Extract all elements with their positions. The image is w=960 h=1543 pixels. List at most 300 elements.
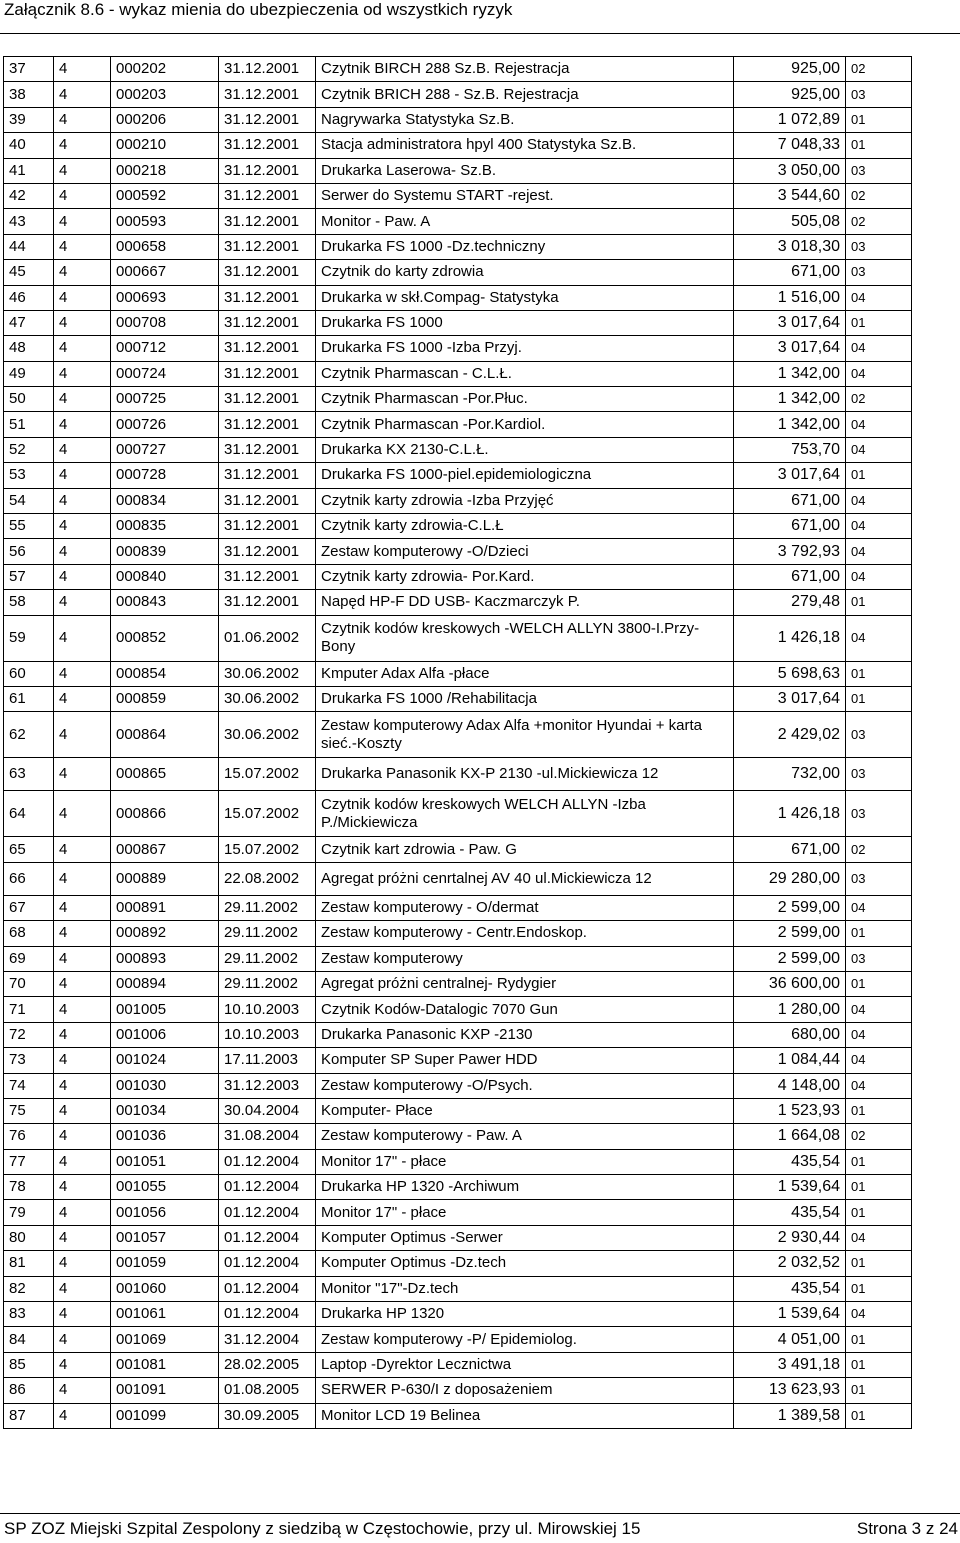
row-number: 66 (4, 862, 54, 895)
row-number: 63 (4, 758, 54, 791)
table-row (4, 1175, 912, 1200)
item-value: 36 600,00 (734, 971, 846, 996)
group-code: 4 (54, 895, 111, 920)
item-name: Drukarka KX 2130-C.L.Ł. (316, 437, 734, 462)
item-value: 3 018,30 (734, 234, 846, 259)
item-value: 1 280,00 (734, 997, 846, 1022)
inventory-table-body (4, 57, 912, 1429)
category-code: 04 (846, 997, 912, 1022)
category-code: 04 (846, 488, 912, 513)
group-code: 4 (54, 1149, 111, 1174)
row-number: 60 (4, 661, 54, 686)
acquisition-date: 29.11.2002 (219, 921, 316, 946)
table-row (4, 971, 912, 996)
inventory-number: 000889 (111, 862, 219, 895)
item-name: Drukarka Panasonic KXP -2130 (316, 1022, 734, 1047)
category-code: 01 (846, 107, 912, 132)
item-value: 435,54 (734, 1149, 846, 1174)
table-row (4, 791, 912, 837)
item-value: 925,00 (734, 57, 846, 82)
group-code: 4 (54, 412, 111, 437)
acquisition-date: 31.12.2001 (219, 158, 316, 183)
page-title: Załącznik 8.6 - wykaz mienia do ubezpieczenia od wszystkich ryzyk (4, 0, 513, 19)
item-name: Monitor - Paw. A (316, 209, 734, 234)
row-number: 87 (4, 1403, 54, 1428)
row-number: 50 (4, 387, 54, 412)
item-value: 1 426,18 (734, 615, 846, 661)
row-number: 58 (4, 590, 54, 615)
inventory-number: 000726 (111, 412, 219, 437)
acquisition-date: 15.07.2002 (219, 837, 316, 862)
acquisition-date: 31.12.2001 (219, 590, 316, 615)
group-code: 4 (54, 158, 111, 183)
item-name: Agregat próżni cenrtalnej AV 40 ul.Mickiewicza 12 (316, 862, 734, 895)
row-number: 57 (4, 564, 54, 589)
inventory-number: 000725 (111, 387, 219, 412)
footer-institution: SP ZOZ Miejski Szpital Zespolony z siedzibą w Częstochowie, przy ul. Mirowskiej 15 (4, 1519, 641, 1538)
row-number: 71 (4, 997, 54, 1022)
category-code: 02 (846, 1124, 912, 1149)
acquisition-date: 31.12.2001 (219, 260, 316, 285)
table-row (4, 412, 912, 437)
item-name: Agregat próżni centralnej- Rydygier (316, 971, 734, 996)
item-name: Kmputer Adax Alfa -płace (316, 661, 734, 686)
category-code: 03 (846, 712, 912, 758)
inventory-number: 000712 (111, 336, 219, 361)
row-number: 62 (4, 712, 54, 758)
category-code: 01 (846, 310, 912, 335)
item-value: 1 426,18 (734, 791, 846, 837)
group-code: 4 (54, 1048, 111, 1073)
inventory-number: 000843 (111, 590, 219, 615)
table-row (4, 387, 912, 412)
inventory-number: 001034 (111, 1098, 219, 1123)
inventory-number: 000835 (111, 514, 219, 539)
category-code: 03 (846, 260, 912, 285)
inventory-number: 001081 (111, 1352, 219, 1377)
item-name: Czytnik kart zdrowia - Paw. G (316, 837, 734, 862)
row-number: 76 (4, 1124, 54, 1149)
inventory-number: 001005 (111, 997, 219, 1022)
item-value: 1 516,00 (734, 285, 846, 310)
acquisition-date: 31.12.2001 (219, 539, 316, 564)
category-code: 04 (846, 1048, 912, 1073)
inventory-number: 001006 (111, 1022, 219, 1047)
row-number: 69 (4, 946, 54, 971)
group-code: 4 (54, 1327, 111, 1352)
table-row (4, 158, 912, 183)
header-divider (0, 33, 960, 34)
group-code: 4 (54, 712, 111, 758)
inventory-number: 000728 (111, 463, 219, 488)
category-code: 01 (846, 1327, 912, 1352)
category-code: 04 (846, 412, 912, 437)
item-name: Drukarka w skł.Compag- Statystyka (316, 285, 734, 310)
inventory-number: 000708 (111, 310, 219, 335)
item-value: 1 342,00 (734, 387, 846, 412)
item-value: 2 032,52 (734, 1251, 846, 1276)
acquisition-date: 31.12.2001 (219, 437, 316, 462)
item-value: 3 491,18 (734, 1352, 846, 1377)
category-code: 04 (846, 514, 912, 539)
group-code: 4 (54, 183, 111, 208)
row-number: 81 (4, 1251, 54, 1276)
item-value: 2 930,44 (734, 1225, 846, 1250)
inventory-number: 000840 (111, 564, 219, 589)
item-value: 7 048,33 (734, 133, 846, 158)
item-value: 671,00 (734, 564, 846, 589)
group-code: 4 (54, 437, 111, 462)
group-code: 4 (54, 1175, 111, 1200)
item-value: 1 523,93 (734, 1098, 846, 1123)
table-row (4, 107, 912, 132)
item-name: Czytnik Kodów-Datalogic 7070 Gun (316, 997, 734, 1022)
inventory-number: 000727 (111, 437, 219, 462)
table-row (4, 946, 912, 971)
group-code: 4 (54, 1098, 111, 1123)
table-row (4, 361, 912, 386)
acquisition-date: 30.06.2002 (219, 661, 316, 686)
item-name: Zestaw komputerowy -O/Psych. (316, 1073, 734, 1098)
category-code: 04 (846, 615, 912, 661)
item-name: Zestaw komputerowy Adax Alfa +monitor Hyundai + karta sieć.-Koszty (316, 712, 734, 758)
acquisition-date: 15.07.2002 (219, 758, 316, 791)
category-code: 01 (846, 1175, 912, 1200)
category-code: 04 (846, 539, 912, 564)
inventory-number: 001030 (111, 1073, 219, 1098)
item-name: Czytnik Pharmascan - C.L.Ł. (316, 361, 734, 386)
acquisition-date: 01.06.2002 (219, 615, 316, 661)
table-row (4, 1022, 912, 1047)
group-code: 4 (54, 107, 111, 132)
group-code: 4 (54, 1251, 111, 1276)
item-value: 3 017,64 (734, 463, 846, 488)
inventory-number: 000693 (111, 285, 219, 310)
item-value: 732,00 (734, 758, 846, 791)
acquisition-date: 01.12.2004 (219, 1225, 316, 1250)
category-code: 03 (846, 82, 912, 107)
acquisition-date: 31.12.2001 (219, 361, 316, 386)
inventory-number: 001056 (111, 1200, 219, 1225)
item-name: Monitor 17" - płace (316, 1149, 734, 1174)
table-row (4, 133, 912, 158)
item-value: 4 148,00 (734, 1073, 846, 1098)
row-number: 75 (4, 1098, 54, 1123)
group-code: 4 (54, 686, 111, 711)
acquisition-date: 01.12.2004 (219, 1149, 316, 1174)
item-name: Monitor 17" - płace (316, 1200, 734, 1225)
group-code: 4 (54, 133, 111, 158)
group-code: 4 (54, 971, 111, 996)
group-code: 4 (54, 82, 111, 107)
category-code: 03 (846, 862, 912, 895)
table-row (4, 686, 912, 711)
table-row (4, 1276, 912, 1301)
item-value: 505,08 (734, 209, 846, 234)
table-row (4, 183, 912, 208)
row-number: 40 (4, 133, 54, 158)
item-name: Zestaw komputerowy - O/dermat (316, 895, 734, 920)
category-code: 04 (846, 336, 912, 361)
item-name: Stacja administratora hpyl 400 Statystyka Sz.B. (316, 133, 734, 158)
table-row (4, 57, 912, 82)
group-code: 4 (54, 1022, 111, 1047)
group-code: 4 (54, 758, 111, 791)
acquisition-date: 29.11.2002 (219, 971, 316, 996)
item-value: 4 051,00 (734, 1327, 846, 1352)
item-name: Laptop -Dyrektor Lecznictwa (316, 1352, 734, 1377)
inventory-number: 000592 (111, 183, 219, 208)
inventory-number: 000203 (111, 82, 219, 107)
item-value: 1 084,44 (734, 1048, 846, 1073)
table-row (4, 921, 912, 946)
row-number: 37 (4, 57, 54, 82)
group-code: 4 (54, 361, 111, 386)
inventory-number: 000894 (111, 971, 219, 996)
inventory-number: 001059 (111, 1251, 219, 1276)
item-value: 2 599,00 (734, 921, 846, 946)
category-code: 01 (846, 1149, 912, 1174)
item-value: 5 698,63 (734, 661, 846, 686)
group-code: 4 (54, 837, 111, 862)
group-code: 4 (54, 1200, 111, 1225)
row-number: 41 (4, 158, 54, 183)
row-number: 79 (4, 1200, 54, 1225)
group-code: 4 (54, 463, 111, 488)
inventory-number: 001055 (111, 1175, 219, 1200)
item-value: 1 539,64 (734, 1302, 846, 1327)
group-code: 4 (54, 590, 111, 615)
row-number: 84 (4, 1327, 54, 1352)
category-code: 01 (846, 686, 912, 711)
table-row (4, 260, 912, 285)
table-row (4, 539, 912, 564)
group-code: 4 (54, 946, 111, 971)
acquisition-date: 10.10.2003 (219, 997, 316, 1022)
acquisition-date: 31.12.2001 (219, 107, 316, 132)
item-name: Czytnik karty zdrowia -Izba Przyjęć (316, 488, 734, 513)
item-name: Czytnik BRICH 288 - Sz.B. Rejestracja (316, 82, 734, 107)
inventory-number: 000658 (111, 234, 219, 259)
category-code: 04 (846, 437, 912, 462)
item-value: 671,00 (734, 837, 846, 862)
category-code: 02 (846, 387, 912, 412)
row-number: 64 (4, 791, 54, 837)
item-value: 671,00 (734, 260, 846, 285)
category-code: 02 (846, 837, 912, 862)
inventory-number: 000667 (111, 260, 219, 285)
group-code: 4 (54, 661, 111, 686)
table-row (4, 564, 912, 589)
group-code: 4 (54, 791, 111, 837)
item-name: Komputer Optimus -Serwer (316, 1225, 734, 1250)
table-row (4, 1225, 912, 1250)
table-row (4, 514, 912, 539)
table-row (4, 1073, 912, 1098)
item-name: Komputer Optimus -Dz.tech (316, 1251, 734, 1276)
item-name: Drukarka HP 1320 (316, 1302, 734, 1327)
item-name: Zestaw komputerowy - Centr.Endoskop. (316, 921, 734, 946)
table-row (4, 758, 912, 791)
acquisition-date: 31.12.2001 (219, 463, 316, 488)
acquisition-date: 22.08.2002 (219, 862, 316, 895)
item-value: 435,54 (734, 1276, 846, 1301)
row-number: 80 (4, 1225, 54, 1250)
item-name: Czytnik kodów kreskowych -WELCH ALLYN 3800-I.Przy-Bony (316, 615, 734, 661)
category-code: 01 (846, 971, 912, 996)
row-number: 54 (4, 488, 54, 513)
acquisition-date: 31.12.2001 (219, 209, 316, 234)
row-number: 85 (4, 1352, 54, 1377)
item-name: Zestaw komputerowy -O/Dzieci (316, 539, 734, 564)
acquisition-date: 15.07.2002 (219, 791, 316, 837)
category-code: 01 (846, 1098, 912, 1123)
item-name: Drukarka Laserowa- Sz.B. (316, 158, 734, 183)
row-number: 52 (4, 437, 54, 462)
item-value: 2 599,00 (734, 946, 846, 971)
acquisition-date: 01.12.2004 (219, 1175, 316, 1200)
item-name: Czytnik BIRCH 288 Sz.B. Rejestracja (316, 57, 734, 82)
inventory-number: 000210 (111, 133, 219, 158)
item-value: 3 050,00 (734, 158, 846, 183)
inventory-number: 000206 (111, 107, 219, 132)
item-value: 1 664,08 (734, 1124, 846, 1149)
item-name: Komputer SP Super Pawer HDD (316, 1048, 734, 1073)
group-code: 4 (54, 260, 111, 285)
row-number: 51 (4, 412, 54, 437)
row-number: 61 (4, 686, 54, 711)
footer-divider (0, 1513, 960, 1514)
category-code: 04 (846, 1225, 912, 1250)
acquisition-date: 31.12.2001 (219, 387, 316, 412)
row-number: 39 (4, 107, 54, 132)
inventory-number: 000854 (111, 661, 219, 686)
inventory-number: 001061 (111, 1302, 219, 1327)
table-row (4, 1124, 912, 1149)
item-name: Napęd HP-F DD USB- Kaczmarczyk P. (316, 590, 734, 615)
item-name: Drukarka FS 1000 -Izba Przyj. (316, 336, 734, 361)
group-code: 4 (54, 997, 111, 1022)
group-code: 4 (54, 1352, 111, 1377)
row-number: 59 (4, 615, 54, 661)
table-row (4, 82, 912, 107)
acquisition-date: 10.10.2003 (219, 1022, 316, 1047)
table-row (4, 488, 912, 513)
item-name: Drukarka FS 1000 -Dz.techniczny (316, 234, 734, 259)
item-value: 1 342,00 (734, 412, 846, 437)
table-row (4, 590, 912, 615)
page-number: Strona 3 z 24 (856, 1519, 958, 1538)
group-code: 4 (54, 336, 111, 361)
row-number: 38 (4, 82, 54, 107)
table-row (4, 862, 912, 895)
row-number: 56 (4, 539, 54, 564)
group-code: 4 (54, 209, 111, 234)
category-code: 04 (846, 1073, 912, 1098)
acquisition-date: 01.12.2004 (219, 1276, 316, 1301)
category-code: 03 (846, 791, 912, 837)
row-number: 65 (4, 837, 54, 862)
item-name: Zestaw komputerowy (316, 946, 734, 971)
table-row (4, 997, 912, 1022)
category-code: 02 (846, 209, 912, 234)
acquisition-date: 30.09.2005 (219, 1403, 316, 1428)
table-row (4, 837, 912, 862)
inventory-number: 000859 (111, 686, 219, 711)
item-name: Monitor "17"-Dz.tech (316, 1276, 734, 1301)
acquisition-date: 31.12.2001 (219, 82, 316, 107)
acquisition-date: 31.12.2001 (219, 564, 316, 589)
table-row (4, 1098, 912, 1123)
table-row (4, 1352, 912, 1377)
inventory-number: 001051 (111, 1149, 219, 1174)
acquisition-date: 31.12.2004 (219, 1327, 316, 1352)
row-number: 53 (4, 463, 54, 488)
inventory-number: 001036 (111, 1124, 219, 1149)
inventory-number: 001057 (111, 1225, 219, 1250)
inventory-number: 001069 (111, 1327, 219, 1352)
inventory-number: 000202 (111, 57, 219, 82)
acquisition-date: 31.12.2001 (219, 412, 316, 437)
group-code: 4 (54, 1073, 111, 1098)
group-code: 4 (54, 488, 111, 513)
table-row (4, 661, 912, 686)
acquisition-date: 31.12.2003 (219, 1073, 316, 1098)
acquisition-date: 01.12.2004 (219, 1251, 316, 1276)
item-name: Drukarka FS 1000-piel.epidemiologiczna (316, 463, 734, 488)
group-code: 4 (54, 1124, 111, 1149)
item-name: Drukarka FS 1000 /Rehabilitacja (316, 686, 734, 711)
inventory-number: 001091 (111, 1378, 219, 1403)
item-value: 671,00 (734, 514, 846, 539)
item-value: 3 544,60 (734, 183, 846, 208)
acquisition-date: 31.12.2001 (219, 183, 316, 208)
row-number: 70 (4, 971, 54, 996)
row-number: 42 (4, 183, 54, 208)
row-number: 78 (4, 1175, 54, 1200)
category-code: 01 (846, 463, 912, 488)
acquisition-date: 31.12.2001 (219, 310, 316, 335)
table-row (4, 1302, 912, 1327)
item-name: Serwer do Systemu START -rejest. (316, 183, 734, 208)
row-number: 49 (4, 361, 54, 386)
group-code: 4 (54, 862, 111, 895)
table-row (4, 1149, 912, 1174)
row-number: 83 (4, 1302, 54, 1327)
item-value: 3 017,64 (734, 336, 846, 361)
acquisition-date: 01.12.2004 (219, 1200, 316, 1225)
category-code: 01 (846, 1276, 912, 1301)
row-number: 45 (4, 260, 54, 285)
row-number: 77 (4, 1149, 54, 1174)
acquisition-date: 28.02.2005 (219, 1352, 316, 1377)
group-code: 4 (54, 921, 111, 946)
acquisition-date: 01.08.2005 (219, 1378, 316, 1403)
acquisition-date: 29.11.2002 (219, 946, 316, 971)
group-code: 4 (54, 1276, 111, 1301)
row-number: 43 (4, 209, 54, 234)
inventory-number: 000864 (111, 712, 219, 758)
item-value: 2 429,02 (734, 712, 846, 758)
category-code: 03 (846, 234, 912, 259)
item-value: 2 599,00 (734, 895, 846, 920)
acquisition-date: 30.04.2004 (219, 1098, 316, 1123)
row-number: 44 (4, 234, 54, 259)
item-value: 680,00 (734, 1022, 846, 1047)
item-name: Monitor LCD 19 Belinea (316, 1403, 734, 1428)
inventory-number: 000893 (111, 946, 219, 971)
item-name: Czytnik karty zdrowia- Por.Kard. (316, 564, 734, 589)
